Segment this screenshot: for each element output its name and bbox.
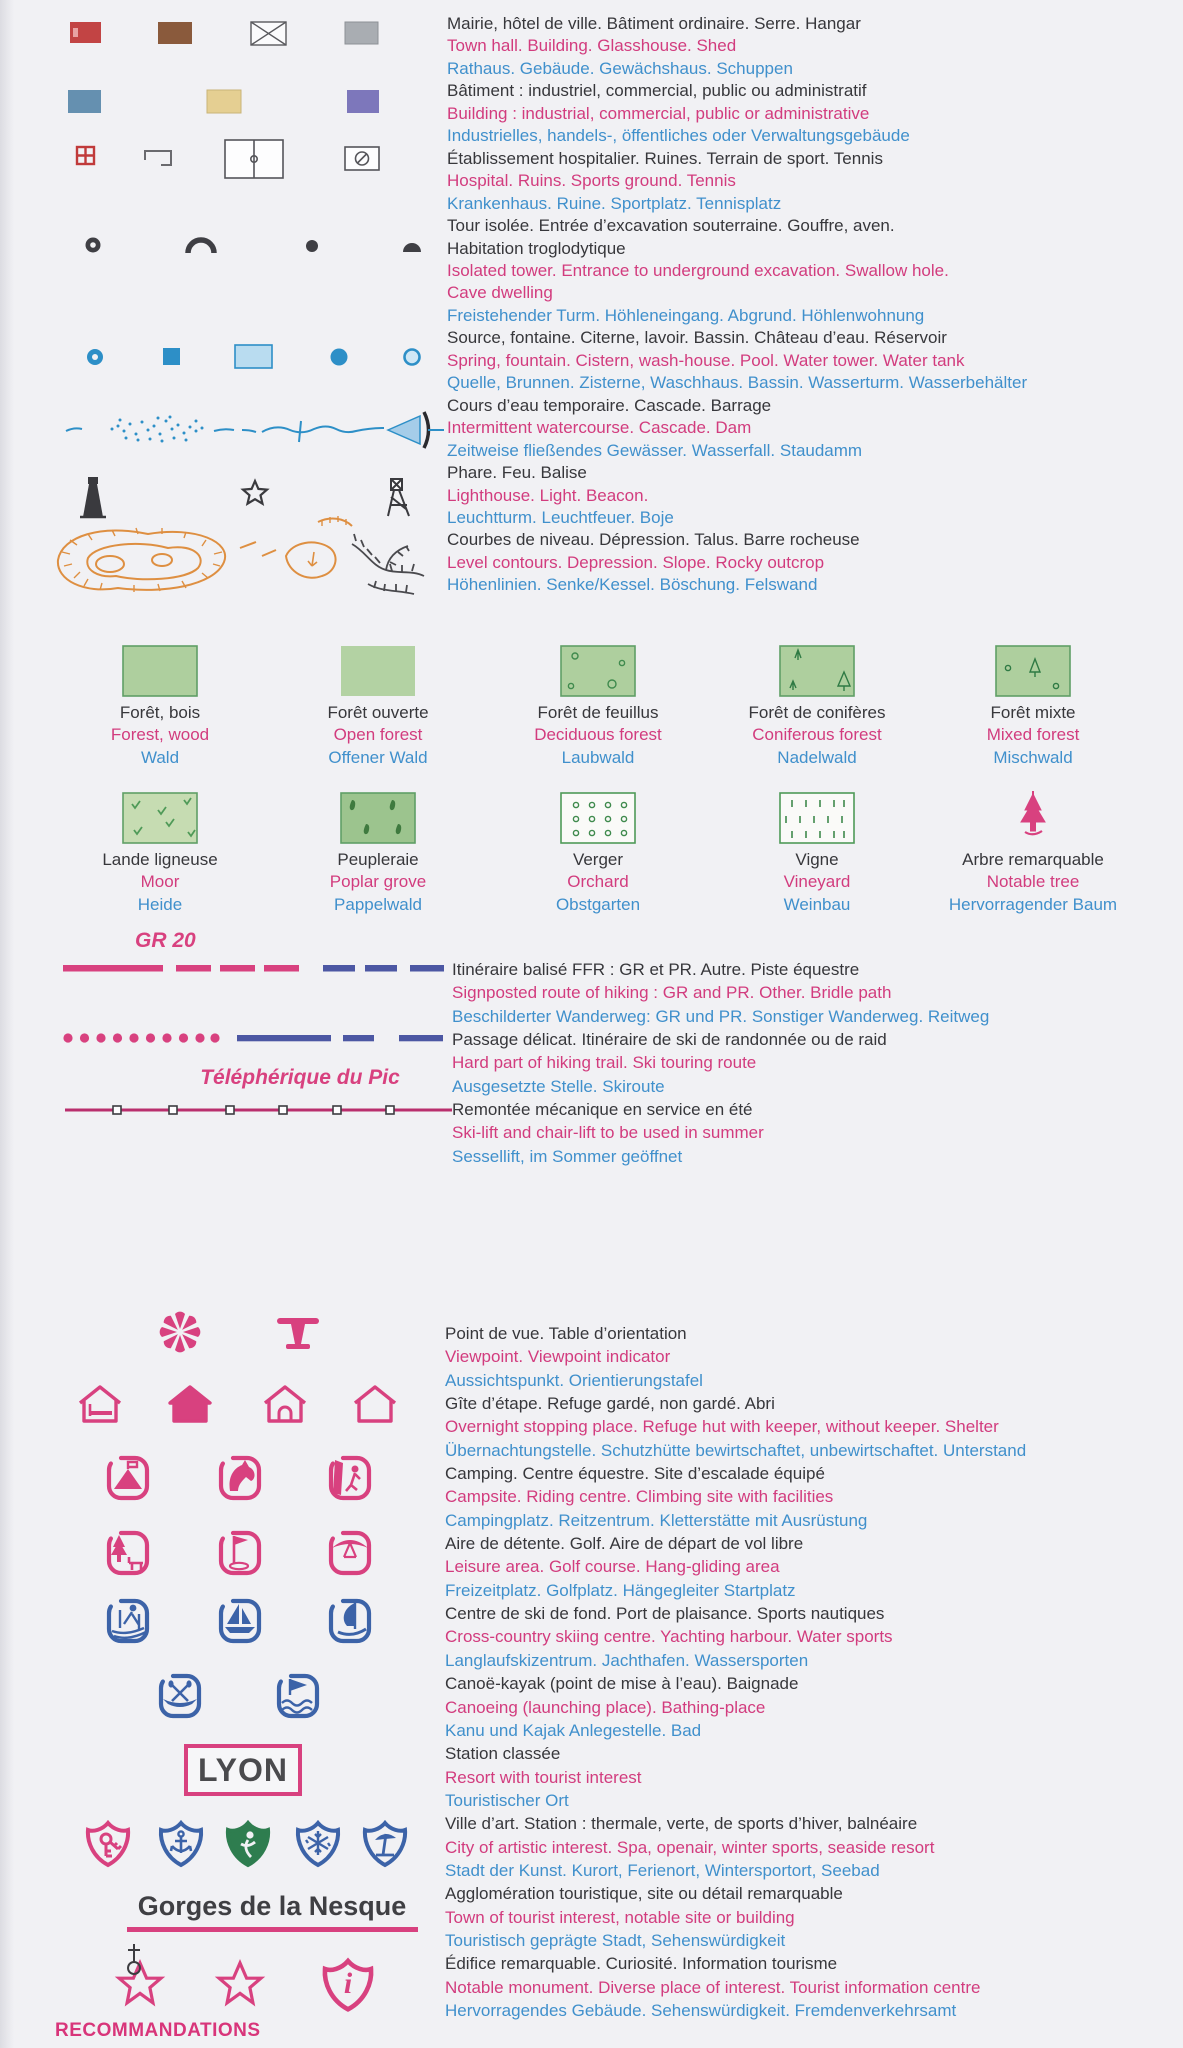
light-star-icon bbox=[243, 481, 267, 504]
recommandations-heading: RECOMMANDATIONS bbox=[55, 2020, 261, 2041]
label-fr: Forêt mixte bbox=[990, 703, 1076, 722]
forest-label-column bbox=[263, 849, 493, 916]
forest-labels-row2 bbox=[0, 849, 1183, 919]
cross-country-ski-icon bbox=[109, 1601, 147, 1641]
excavation-entrance-icon bbox=[188, 240, 214, 253]
notable-monument-star-icon bbox=[119, 1944, 161, 2003]
forest-label-column bbox=[263, 702, 493, 769]
poplar-grove-swatch bbox=[341, 793, 415, 843]
legend-text-line: Cave dwelling bbox=[447, 283, 553, 303]
yachting-harbour-icon bbox=[221, 1601, 259, 1641]
legend-text-line: Campsite. Riding centre. Climbing site with facilities bbox=[445, 1487, 834, 1507]
orientation-table-icon bbox=[277, 1318, 319, 1349]
lighthouse-icon bbox=[80, 477, 106, 517]
legend-text-line: Aussichtspunkt. Orientierungstafel bbox=[445, 1370, 703, 1390]
winter-sports-badge-snowflake-icon bbox=[298, 1823, 338, 1865]
beacon-icon bbox=[388, 479, 409, 516]
legend-text-line: Remontée mécanique en service en été bbox=[452, 1100, 753, 1120]
legend-text-line: Isolated tower. Entrance to underground excavation. Swallow hole. bbox=[447, 260, 949, 280]
legend-text-line: Langlaufskizentrum. Jachthafen. Wassersporten bbox=[445, 1650, 809, 1670]
legend-text-line: Canoë-kayak (point de mise à l’eau). Baignade bbox=[445, 1674, 799, 1694]
label-en: Mixed forest bbox=[986, 725, 1080, 745]
refuge-without-keeper-icon bbox=[265, 1387, 305, 1421]
legend-text-line: Ville d’art. Station : thermale, verte, de sports d’hiver, balnéaire bbox=[445, 1814, 918, 1834]
legend-text-line: Resort with tourist interest bbox=[445, 1767, 642, 1787]
legend-text-line: Établissement hospitalier. Ruines. Terrain de sport. Tennis bbox=[447, 148, 883, 168]
commercial-building-icon bbox=[207, 90, 241, 113]
legend-text-line: Freistehender Turm. Höhleneingang. Abgrund. Höhlenwohnung bbox=[447, 305, 925, 325]
legend-text-line: Aire de détente. Golf. Aire de départ de vol libre bbox=[445, 1534, 804, 1554]
forest-label-column bbox=[702, 849, 932, 916]
legend-text-line: Town hall. Building. Glasshouse. Shed bbox=[447, 36, 737, 56]
label-de: Pappelwald bbox=[334, 894, 422, 914]
label-fr: Lande ligneuse bbox=[102, 850, 218, 869]
tennis-icon bbox=[345, 147, 379, 170]
legend-text-line: City of artistic interest. Spa, openair, winter sports, seaside resort bbox=[445, 1837, 935, 1857]
legend-text-line: Overnight stopping place. Refuge hut with keeper, without keeper. Shelter bbox=[445, 1417, 999, 1437]
label-de: Hervorragender Baum bbox=[948, 894, 1118, 914]
legend-text-line: Krankenhaus. Ruine. Sportplatz. Tennisplatz bbox=[447, 193, 782, 213]
gr-route-line-icon bbox=[63, 965, 444, 972]
forest-label-column bbox=[918, 702, 1148, 769]
legend-text-line: Itinéraire balisé FFR : GR et PR. Autre. Piste équestre bbox=[452, 960, 860, 979]
dam-icon bbox=[388, 416, 420, 444]
label-en: Orchard bbox=[567, 872, 629, 892]
legend-text-line: Notable monument. Diverse place of interest. Tourist information centre bbox=[445, 1977, 981, 1997]
legend-text-line: Hard part of hiking trail. Ski touring route bbox=[452, 1053, 757, 1073]
gr-route-label: GR 20 bbox=[135, 929, 196, 952]
sports-ground-icon bbox=[225, 140, 283, 178]
legend-text-line: Hervorragendes Gebäude. Sehenswürdigkeit. Fremdenverkehrsamt bbox=[445, 2000, 957, 2020]
shelter-icon bbox=[355, 1387, 395, 1421]
swallow-hole-icon bbox=[306, 240, 318, 252]
label-fr: Forêt de feuillus bbox=[537, 703, 659, 722]
cable-car-label: Téléphérique du Pic bbox=[200, 1066, 400, 1089]
moor-swatch bbox=[123, 793, 197, 843]
climbing-site-icon bbox=[331, 1458, 369, 1498]
hospital-icon bbox=[77, 147, 94, 164]
label-de: Laubwald bbox=[561, 747, 635, 767]
tourist-town-underline bbox=[127, 1927, 418, 1932]
routes-symbols-panel bbox=[0, 925, 460, 1125]
legend-text-line: Habitation troglodytique bbox=[447, 238, 626, 258]
golf-course-icon bbox=[221, 1533, 259, 1573]
label-de: Mischwald bbox=[993, 747, 1073, 767]
hang-gliding-icon bbox=[331, 1533, 369, 1573]
label-fr: Vigne bbox=[795, 850, 839, 869]
legend-text-line: Höhenlinien. Senke/Kessel. Böschung. Felswand bbox=[447, 575, 818, 595]
public-building-icon bbox=[347, 90, 379, 113]
legend-text-line: Bâtiment : industriel, commercial, public ou administratif bbox=[447, 81, 867, 101]
forest-labels-row1 bbox=[0, 702, 1183, 772]
tourism-pictograms-panel bbox=[40, 1300, 460, 1740]
water-sports-icon bbox=[331, 1601, 369, 1641]
legend-text-line: Stadt der Kunst. Kurort, Ferienort, Wintersportort, Seebad bbox=[445, 1860, 880, 1880]
pool-icon bbox=[235, 345, 272, 368]
legend-text-line: Passage délicat. Itinéraire de ski de randonnée ou de raid bbox=[452, 1030, 887, 1050]
legend-text-line: Level contours. Depression. Slope. Rocky outcrop bbox=[447, 552, 825, 572]
legend-text-line: Phare. Feu. Balise bbox=[447, 463, 587, 483]
forest-label-column bbox=[45, 849, 275, 916]
legend-text-line: Ski-lift and chair-lift to be used in summer bbox=[452, 1123, 764, 1143]
legend-text-line: Station classée bbox=[445, 1744, 561, 1764]
legend-text-line: Gîte d’étape. Refuge gardé, non gardé. Abri bbox=[445, 1394, 775, 1414]
water-tank-icon bbox=[405, 350, 420, 365]
refuge-with-keeper-icon bbox=[170, 1387, 210, 1421]
place-of-interest-star-icon bbox=[219, 1963, 261, 2003]
legend-text-tourism bbox=[445, 1322, 1026, 2022]
label-de: Nadelwald bbox=[777, 747, 857, 767]
legend-text-line: Lighthouse. Light. Beacon. bbox=[447, 485, 649, 505]
legend-text-line: Leisure area. Golf course. Hang-gliding area bbox=[445, 1557, 780, 1577]
label-fr: Arbre remarquable bbox=[962, 850, 1104, 869]
legend-text-line: Centre de ski de fond. Port de plaisance. Sports nautiques bbox=[445, 1604, 885, 1624]
legend-text-line: Cours d’eau temporaire. Cascade. Barrage bbox=[447, 395, 772, 415]
legend-text-line: Town of tourist interest, notable site or building bbox=[445, 1907, 795, 1927]
label-en: Deciduous forest bbox=[534, 725, 662, 745]
legend-text-line: Campingplatz. Reitzentrum. Kletterstätte mit Ausrüstung bbox=[445, 1510, 868, 1530]
forest-label-column bbox=[483, 702, 713, 769]
label-de: Weinbau bbox=[783, 894, 851, 914]
label-en: Moor bbox=[140, 872, 180, 892]
legend-text-line: Industrielles, handels-, öffentliches oder Verwaltungsgebäude bbox=[447, 126, 910, 146]
legend-text-top bbox=[447, 13, 1027, 597]
glasshouse-icon bbox=[251, 22, 286, 45]
leisure-area-icon bbox=[109, 1533, 147, 1573]
green-resort-badge-icon bbox=[228, 1823, 268, 1865]
legend-text-line: Touristisch geprägte Stadt, Sehenswürdigkeit bbox=[445, 1930, 786, 1950]
legend-text-line: Point de vue. Table d’orientation bbox=[445, 1324, 687, 1343]
legend-text-line: Übernachtungstelle. Schutzhütte bewirtschaftet, unbewirtschaftet. Unterstand bbox=[445, 1440, 1027, 1460]
forest-label-column bbox=[702, 702, 932, 769]
label-en: Coniferous forest bbox=[752, 725, 882, 745]
ruins-icon bbox=[145, 151, 171, 165]
label-en: Open forest bbox=[333, 725, 423, 745]
forest-wood-swatch bbox=[123, 646, 197, 696]
label-de: Heide bbox=[137, 894, 183, 914]
cascade-icon bbox=[299, 421, 301, 442]
city-of-art-badge-key-icon bbox=[88, 1823, 128, 1865]
legend-text-line: Canoeing (launching place). Bathing-place bbox=[445, 1697, 766, 1717]
orchard-swatch bbox=[561, 793, 635, 843]
ski-touring-line-icon bbox=[63, 1033, 443, 1042]
vineyard-swatch bbox=[780, 793, 854, 843]
legend-text-line: Mairie, hôtel de ville. Bâtiment ordinaire. Serre. Hangar bbox=[447, 14, 861, 33]
campsite-icon bbox=[109, 1458, 147, 1498]
cave-dwelling-icon bbox=[403, 243, 421, 252]
label-de: Obstgarten bbox=[555, 894, 641, 914]
label-fr: Forêt ouverte bbox=[327, 703, 429, 722]
label-fr: Forêt, bois bbox=[119, 703, 201, 722]
legend-text-line: Ausgesetzte Stelle. Skiroute bbox=[452, 1076, 665, 1096]
mixed-forest-swatch bbox=[996, 646, 1070, 696]
resort-badges-panel bbox=[40, 1740, 460, 2040]
riding-centre-icon bbox=[221, 1458, 259, 1498]
legend-text-line: Quelle, Brunnen. Zisterne, Waschhaus. Bassin. Wasserturm. Wasserbehälter bbox=[447, 373, 1028, 393]
forest-label-column bbox=[483, 849, 713, 916]
shed-gray-rect-icon bbox=[345, 22, 378, 44]
deciduous-forest-swatch bbox=[561, 646, 635, 696]
legend-text-line: Viewpoint. Viewpoint indicator bbox=[445, 1347, 671, 1367]
legend-text-line: Agglomération touristique, site ou détail remarquable bbox=[445, 1884, 843, 1904]
legend-text-line: Rathaus. Gebäude. Gewächshaus. Schuppen bbox=[447, 58, 793, 78]
chair-lift-line-icon bbox=[65, 1106, 452, 1114]
label-en: Vineyard bbox=[783, 872, 851, 892]
intermittent-stream-icon bbox=[66, 412, 444, 448]
label-en: Forest, wood bbox=[110, 725, 210, 745]
open-forest-swatch bbox=[341, 646, 415, 696]
industrial-building-icon bbox=[68, 90, 101, 113]
legend-text-line: Touristischer Ort bbox=[445, 1790, 569, 1810]
legend-text-line: Freizeitplatz. Golfplatz. Hängegleiter Startplatz bbox=[445, 1580, 796, 1600]
label-fr: Peupleraie bbox=[337, 850, 419, 869]
svg-text:i: i bbox=[343, 1967, 353, 2001]
topographic-symbols-panel bbox=[0, 0, 455, 618]
legend-text-line: Camping. Centre équestre. Site d’escalade équipé bbox=[445, 1464, 825, 1484]
legend-text-line: Signposted route of hiking : GR and PR. Other. Bridle path bbox=[452, 983, 892, 1003]
legend-text-line: Spring, fountain. Cistern, wash-house. Pool. Water tower. Water tank bbox=[447, 350, 965, 370]
tourist-town-example-label: Gorges de la Nesque bbox=[137, 1891, 407, 1921]
contour-curves-icon bbox=[58, 516, 352, 592]
spa-badge-umbrella-icon bbox=[365, 1823, 405, 1865]
legend-text-line: Source, fontaine. Citerne, lavoir. Bassin. Château d’eau. Réservoir bbox=[447, 328, 947, 348]
viewpoint-icon bbox=[160, 1312, 201, 1353]
legend-text-routes bbox=[452, 958, 989, 1168]
seaside-badge-anchor-icon bbox=[161, 1823, 201, 1865]
label-de: Wald bbox=[140, 747, 180, 767]
legend-text-line: Cross-country skiing centre. Yachting harbour. Water sports bbox=[445, 1627, 893, 1647]
legend-text-line: Beschilderter Wanderweg: GR und PR. Sonstiger Wanderweg. Reitweg bbox=[452, 1006, 990, 1026]
legend-text-line: Sessellift, im Sommer geöffnet bbox=[452, 1146, 683, 1166]
label-en: Poplar grove bbox=[329, 872, 427, 892]
legend-text-line: Édifice remarquable. Curiosité. Information tourisme bbox=[445, 1954, 838, 1974]
label-en: Notable tree bbox=[986, 872, 1080, 892]
ordinary-building-brown-rect-icon bbox=[158, 22, 192, 44]
label-fr: Verger bbox=[572, 850, 624, 869]
coniferous-forest-swatch bbox=[780, 646, 854, 696]
water-tower-icon bbox=[331, 349, 348, 366]
canoe-kayak-icon bbox=[161, 1676, 199, 1716]
legend-text-line: Hospital. Ruins. Sports ground. Tennis bbox=[447, 171, 736, 191]
cistern-icon bbox=[163, 348, 180, 365]
tourist-info-icon bbox=[325, 1961, 371, 2009]
label-fr: Forêt de conifères bbox=[748, 703, 886, 722]
bathing-place-icon bbox=[279, 1676, 317, 1716]
legend-text-line: Leuchtturm. Leuchtfeuer. Boje bbox=[447, 507, 674, 527]
legend-text-line: Kanu und Kajak Anlegestelle. Bad bbox=[445, 1720, 702, 1740]
forest-label-column bbox=[918, 849, 1148, 916]
label-de: Offener Wald bbox=[328, 747, 428, 767]
gite-etape-icon bbox=[80, 1387, 120, 1421]
notable-tree-icon bbox=[1021, 791, 1045, 834]
legend-text-line: Intermittent watercourse. Cascade. Dam bbox=[447, 418, 752, 438]
legend-text-line: Tour isolée. Entrée d’excavation souterraine. Gouffre, aven. bbox=[447, 216, 895, 236]
forest-label-column bbox=[45, 702, 275, 769]
legend-text-line: Building : industrial, commercial, public or administrative bbox=[447, 103, 870, 123]
rocky-outcrop-icon bbox=[352, 534, 424, 594]
legend-text-line: Zeitweise fließendes Gewässer. Wasserfall. Staudamm bbox=[447, 440, 863, 460]
legend-text-line: Courbes de niveau. Dépression. Talus. Barre rocheuse bbox=[447, 530, 860, 550]
resort-name-label: LYON bbox=[198, 1751, 288, 1788]
